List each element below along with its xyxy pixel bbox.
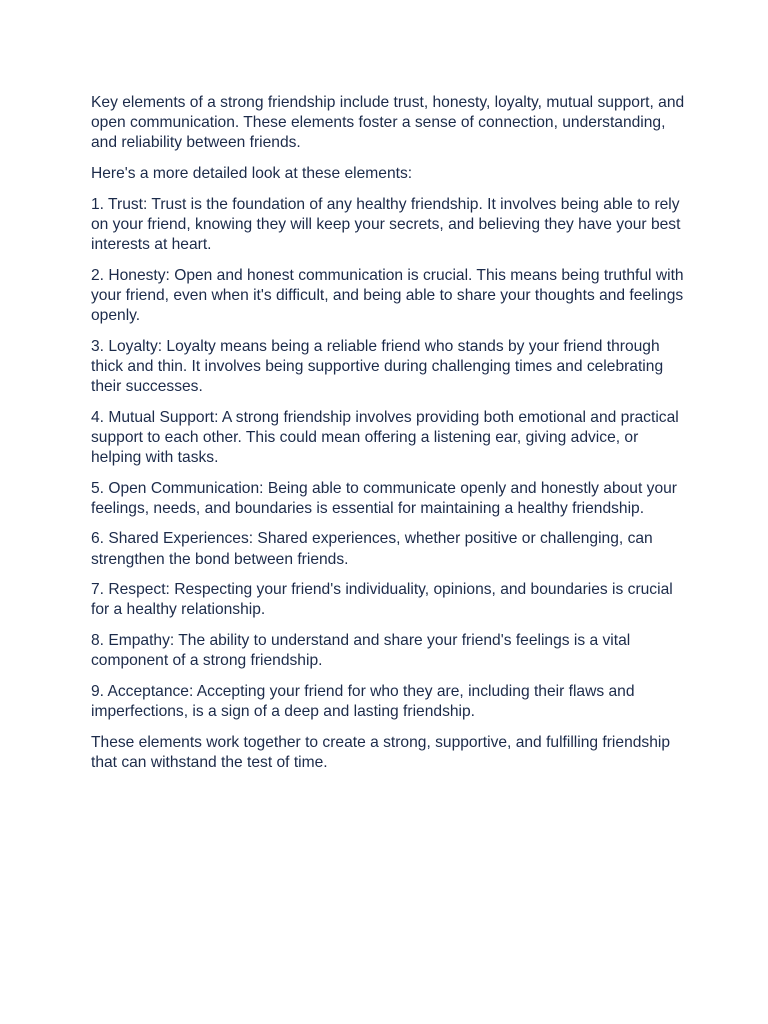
element-shared-experiences: 6. Shared Experiences: Shared experiences, whether positive or challenging, can strengthen the bond between friends. <box>91 530 653 568</box>
element-loyalty: 3. Loyalty: Loyalty means being a reliable friend who stands by your friend through thick and thin. It involves being supportive during challenging times and celebrating their successes. <box>91 337 664 395</box>
document-body <box>91 93 691 783</box>
conclusion-paragraph: These elements work together to create a strong, supportive, and fulfilling friendship that can withstand the test of time. <box>91 733 671 771</box>
intro-paragraph: Key elements of a strong friendship include trust, honesty, loyalty, mutual support, and open communication. These elements foster a sense of connection, understanding, and reliability between friends. <box>91 94 685 152</box>
element-respect: 7. Respect: Respecting your friend's individuality, opinions, and boundaries is crucial for a healthy relationship. <box>91 581 673 619</box>
element-mutual-support: 4. Mutual Support: A strong friendship involves providing both emotional and practical support to each other. This could mean offering a listening ear, giving advice, or helping with tasks. <box>91 408 679 466</box>
element-empathy: 8. Empathy: The ability to understand and share your friend's feelings is a vital component of a strong friendship. <box>91 631 631 670</box>
element-honesty: 2. Honesty: Open and honest communication is crucial. This means being truthful with your friend, even when it's difficult, and being able to share your thoughts and feelings openly. <box>91 266 684 324</box>
lead-in-paragraph: Here's a more detailed look at these elements: <box>91 165 413 182</box>
element-acceptance: 9. Acceptance: Accepting your friend for who they are, including their flaws and imperfections, is a sign of a deep and lasting friendship. <box>91 682 635 720</box>
element-trust: 1. Trust: Trust is the foundation of any healthy friendship. It involves being able to rely on your friend, knowing they will keep your secrets, and believing they have your best interests at heart. <box>91 195 681 253</box>
element-open-communication: 5. Open Communication: Being able to communicate openly and honestly about your feelings, needs, and boundaries is essential for maintaining a healthy friendship. <box>91 479 677 517</box>
